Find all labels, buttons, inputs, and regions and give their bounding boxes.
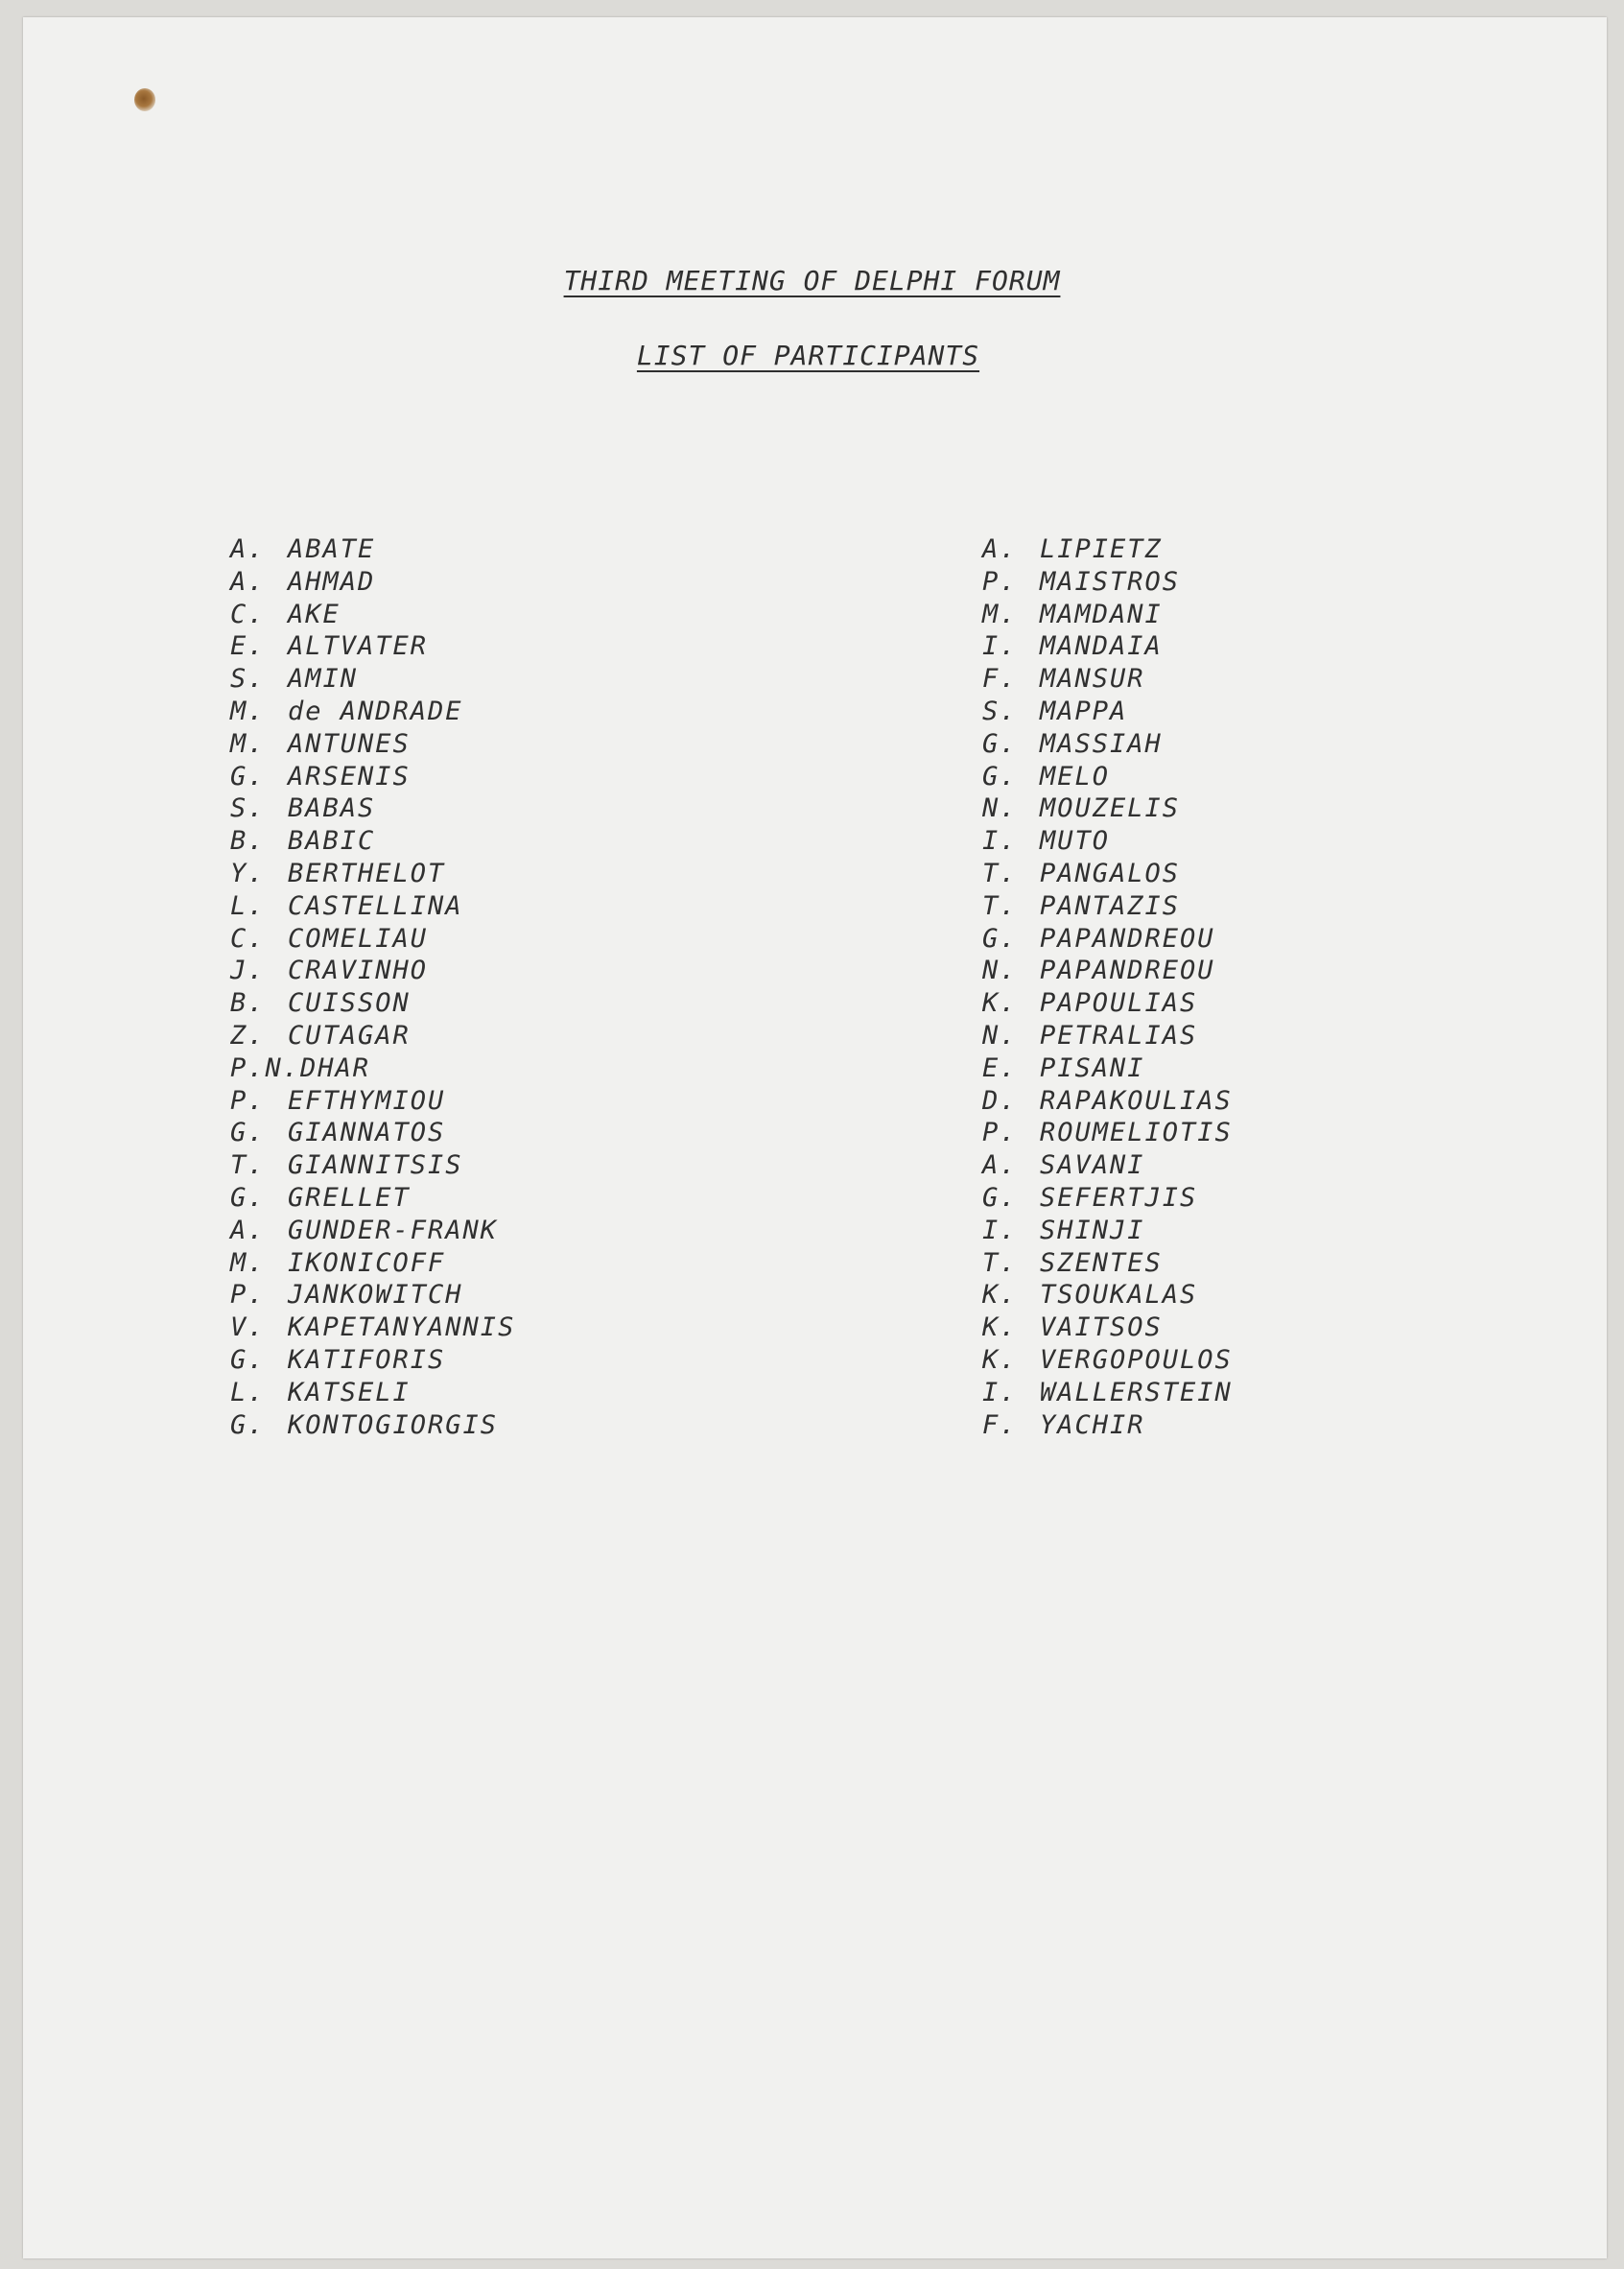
- participant-surname: MASSIAH: [1040, 728, 1163, 759]
- participant-surname: MAISTROS: [1040, 566, 1181, 597]
- participant-initial: G.: [230, 1409, 266, 1440]
- participant-entry: [230, 1344, 515, 1377]
- participant-surname: PANTAZIS: [1040, 890, 1181, 921]
- participant-entry: [230, 533, 515, 566]
- participant-surname: RAPAKOULIAS: [1040, 1085, 1233, 1116]
- participant-surname: CUTAGAR: [288, 1020, 411, 1051]
- participant-surname: CRAVINHO: [288, 956, 429, 986]
- participant-surname: TSOUKALAS: [1040, 1280, 1198, 1311]
- participant-entry: [982, 1215, 1233, 1247]
- participants-right-column: [982, 533, 1233, 1441]
- participant-entry: [982, 566, 1233, 599]
- participant-surname: VERGOPOULOS: [1040, 1344, 1233, 1375]
- participant-entry: [982, 728, 1233, 761]
- participant-initial: E.: [982, 1052, 1018, 1083]
- participant-surname: BABAS: [288, 793, 376, 824]
- participant-initial: K.: [982, 1312, 1018, 1343]
- participant-surname: YACHIR: [1040, 1409, 1145, 1440]
- participant-surname: MAMDANI: [1040, 599, 1163, 629]
- participant-initial: N.: [982, 1020, 1018, 1051]
- participant-surname: de ANDRADE: [288, 696, 463, 726]
- participant-initial: L.: [230, 1377, 266, 1407]
- participant-initial: Y.: [230, 858, 266, 888]
- participant-entry: [982, 858, 1233, 890]
- participant-initial: D.: [982, 1085, 1018, 1116]
- participant-entry: [230, 1215, 515, 1247]
- participant-entry: [230, 890, 515, 923]
- participant-surname: GUNDER-FRANK: [288, 1215, 499, 1245]
- participant-initial: P.: [230, 1085, 266, 1116]
- participant-initial: S.: [230, 664, 266, 695]
- participant-initial: N.: [982, 956, 1018, 986]
- participant-initial: M.: [230, 728, 266, 759]
- participant-initial: P.: [982, 566, 1018, 597]
- participant-initial: B.: [230, 826, 266, 857]
- participant-entry: [230, 1149, 515, 1182]
- participant-initial: G.: [982, 923, 1018, 954]
- participant-entry: [230, 987, 515, 1020]
- participant-entry: [982, 1279, 1233, 1312]
- participant-surname: WALLERSTEIN: [1040, 1377, 1233, 1407]
- participant-initial: K.: [982, 988, 1018, 1019]
- participant-initial: P.N.: [230, 1052, 301, 1083]
- participant-entry: [982, 1182, 1233, 1215]
- participant-entry: [230, 599, 515, 631]
- participant-initial: M.: [230, 1247, 266, 1278]
- participant-entry: [982, 1020, 1233, 1052]
- participant-entry: [982, 599, 1233, 631]
- participant-entry: [982, 1149, 1233, 1182]
- participant-initial: E.: [230, 631, 266, 662]
- participant-initial: A.: [982, 534, 1018, 564]
- participant-entry: [230, 728, 515, 761]
- participant-entry: [230, 1279, 515, 1312]
- participants-left-column: [230, 533, 515, 1441]
- participant-initial: G.: [982, 761, 1018, 792]
- participant-entry: [230, 1052, 515, 1085]
- participant-initial: S.: [982, 696, 1018, 726]
- participant-surname: SZENTES: [1040, 1247, 1163, 1278]
- participant-surname: DHAR: [300, 1052, 371, 1083]
- participant-surname: PANGALOS: [1040, 858, 1181, 888]
- participant-entry: [230, 1085, 515, 1118]
- participant-initial: J.: [230, 956, 266, 986]
- participant-initial: B.: [230, 988, 266, 1019]
- participant-surname: GIANNITSIS: [288, 1150, 463, 1181]
- participant-surname: AMIN: [288, 664, 359, 695]
- participant-surname: SHINJI: [1040, 1215, 1145, 1245]
- participant-initial: V.: [230, 1312, 266, 1343]
- participant-entry: [230, 1409, 515, 1442]
- participant-initial: G.: [230, 1118, 266, 1148]
- participant-initial: S.: [230, 793, 266, 824]
- participant-entry: [230, 825, 515, 858]
- participant-initial: M.: [982, 599, 1018, 629]
- participant-initial: A.: [230, 534, 266, 564]
- participant-entry: [982, 987, 1233, 1020]
- participant-surname: KAPETANYANNIS: [288, 1312, 516, 1343]
- participant-entry: [982, 533, 1233, 566]
- participant-entry: [230, 1117, 515, 1149]
- participant-initial: P.: [982, 1118, 1018, 1148]
- participant-surname: MAPPA: [1040, 696, 1128, 726]
- participant-entry: [982, 923, 1233, 956]
- participant-initial: T.: [230, 1150, 266, 1181]
- participant-initial: L.: [230, 890, 266, 921]
- participant-initial: G.: [982, 1182, 1018, 1213]
- participant-initial: T.: [982, 890, 1018, 921]
- participant-surname: AKE: [288, 599, 341, 629]
- document-subtitle: LIST OF PARTICIPANTS: [636, 340, 980, 371]
- participant-initial: G.: [230, 1182, 266, 1213]
- participant-initial: T.: [982, 1247, 1018, 1278]
- participant-initial: P.: [230, 1280, 266, 1311]
- participant-surname: ROUMELIOTIS: [1040, 1118, 1233, 1148]
- participant-surname: COMELIAU: [288, 923, 429, 954]
- participant-surname: KATIFORIS: [288, 1344, 446, 1375]
- participant-entry: [982, 1117, 1233, 1149]
- participant-surname: PETRALIAS: [1040, 1020, 1198, 1051]
- participant-initial: G.: [230, 761, 266, 792]
- participant-initial: Z.: [230, 1020, 266, 1051]
- participant-surname: MANDAIA: [1040, 631, 1163, 662]
- participant-entry: [982, 1409, 1233, 1442]
- participant-initial: I.: [982, 631, 1018, 662]
- participant-surname: ANTUNES: [288, 728, 411, 759]
- participant-surname: PAPOULIAS: [1040, 988, 1198, 1019]
- participant-surname: MOUZELIS: [1040, 793, 1181, 824]
- participant-surname: SAVANI: [1040, 1150, 1145, 1181]
- participant-initial: G.: [230, 1344, 266, 1375]
- participant-entry: [982, 1247, 1233, 1280]
- participant-surname: MANSUR: [1040, 664, 1145, 695]
- participant-entry: [230, 630, 515, 663]
- participant-entry: [982, 1344, 1233, 1377]
- participant-entry: [230, 858, 515, 890]
- participant-entry: [982, 955, 1233, 987]
- participant-surname: ALTVATER: [288, 631, 429, 662]
- participant-entry: [230, 663, 515, 696]
- participant-entry: [982, 1052, 1233, 1085]
- participant-initial: C.: [230, 599, 266, 629]
- participant-initial: I.: [982, 1215, 1018, 1245]
- participant-initial: A.: [982, 1150, 1018, 1181]
- participant-entry: [982, 696, 1233, 728]
- participant-initial: T.: [982, 858, 1018, 888]
- participant-entry: [982, 663, 1233, 696]
- participant-entry: [230, 1312, 515, 1344]
- participant-entry: [230, 696, 515, 728]
- participant-initial: M.: [230, 696, 266, 726]
- participant-surname: MELO: [1040, 761, 1111, 792]
- participant-initial: K.: [982, 1344, 1018, 1375]
- participant-entry: [982, 761, 1233, 793]
- participant-surname: EFTHYMIOU: [288, 1085, 446, 1116]
- participant-surname: IKONICOFF: [288, 1247, 446, 1278]
- participant-entry: [230, 761, 515, 793]
- participant-surname: GIANNATOS: [288, 1118, 446, 1148]
- participant-initial: A.: [230, 1215, 266, 1245]
- participant-surname: JANKOWITCH: [288, 1280, 463, 1311]
- participant-surname: CUISSON: [288, 988, 411, 1019]
- participant-surname: PAPANDREOU: [1040, 956, 1215, 986]
- participant-entry: [230, 792, 515, 825]
- participant-initial: C.: [230, 923, 266, 954]
- participant-surname: KATSELI: [288, 1377, 411, 1407]
- participant-surname: MUTO: [1040, 826, 1111, 857]
- participant-entry: [982, 792, 1233, 825]
- participant-surname: BERTHELOT: [288, 858, 446, 888]
- participant-initial: I.: [982, 826, 1018, 857]
- participant-surname: KONTOGIORGIS: [288, 1409, 499, 1440]
- participant-surname: PAPANDREOU: [1040, 923, 1215, 954]
- participant-surname: ABATE: [288, 534, 376, 564]
- participant-entry: [982, 630, 1233, 663]
- participant-surname: LIPIETZ: [1040, 534, 1163, 564]
- participant-surname: BABIC: [288, 826, 376, 857]
- participant-initial: A.: [230, 566, 266, 597]
- stain-mark: [134, 88, 155, 111]
- participant-initial: K.: [982, 1280, 1018, 1311]
- participant-entry: [982, 1377, 1233, 1409]
- participant-entry: [230, 1182, 515, 1215]
- participant-surname: VAITSOS: [1040, 1312, 1163, 1343]
- participant-surname: CASTELLINA: [288, 890, 463, 921]
- participant-entry: [982, 1085, 1233, 1118]
- participant-entry: [230, 1020, 515, 1052]
- participant-surname: ARSENIS: [288, 761, 411, 792]
- participant-entry: [230, 1247, 515, 1280]
- participant-surname: AHMAD: [288, 566, 376, 597]
- participant-entry: [230, 923, 515, 956]
- participant-initial: G.: [982, 728, 1018, 759]
- participant-entry: [230, 955, 515, 987]
- participant-initial: F.: [982, 664, 1018, 695]
- participant-initial: F.: [982, 1409, 1018, 1440]
- participant-entry: [982, 825, 1233, 858]
- participant-surname: SEFERTJIS: [1040, 1182, 1198, 1213]
- participant-entry: [230, 566, 515, 599]
- participant-initial: I.: [982, 1377, 1018, 1407]
- participant-initial: N.: [982, 793, 1018, 824]
- participant-entry: [230, 1377, 515, 1409]
- participant-surname: PISANI: [1040, 1052, 1145, 1083]
- participant-entry: [982, 890, 1233, 923]
- participant-surname: GRELLET: [288, 1182, 411, 1213]
- document-title: THIRD MEETING OF DELPHI FORUM: [563, 265, 1061, 296]
- participant-entry: [982, 1312, 1233, 1344]
